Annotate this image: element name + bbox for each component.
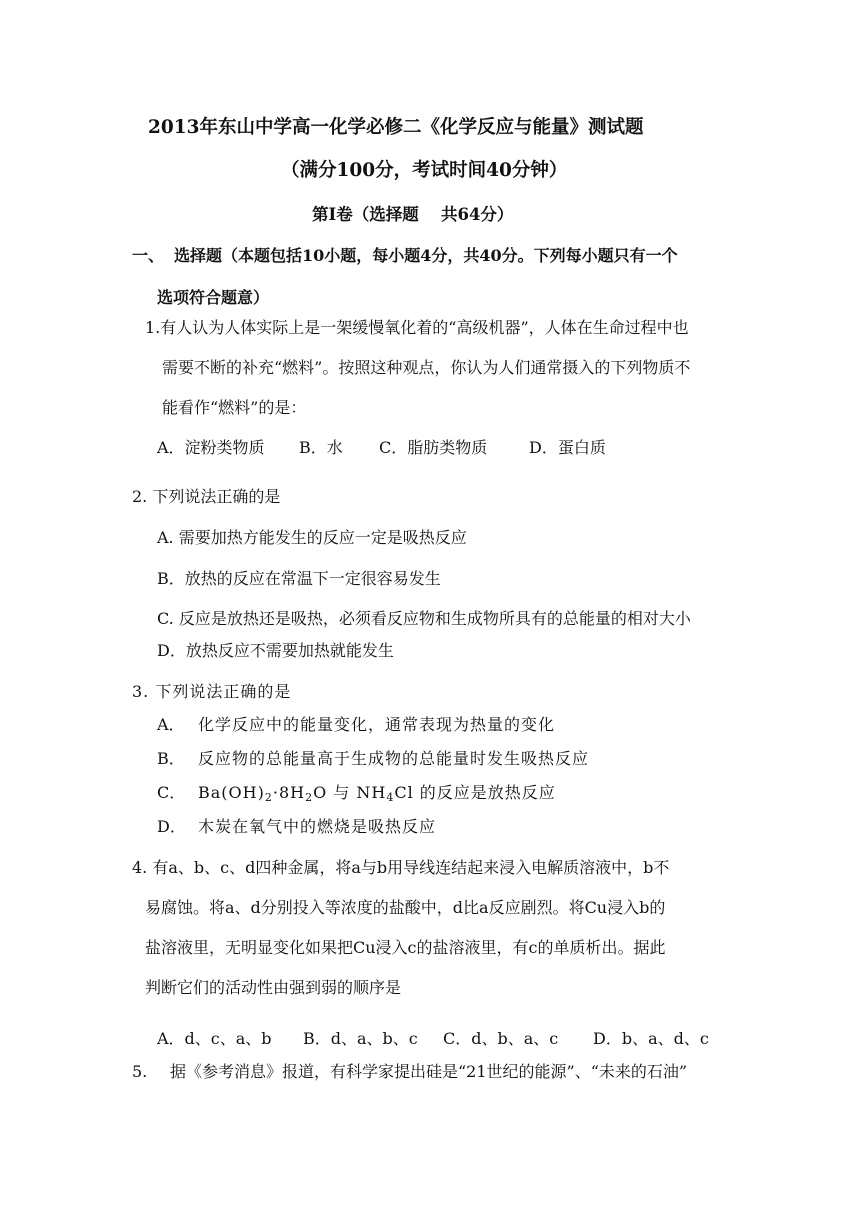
q3-label-d: D．: [157, 817, 186, 836]
q5-line1: 据《参考消息》报道，有科学家提出硅是“21世纪的能源”、“未来的石油”: [170, 1062, 688, 1081]
q4-line3: 盐溶液里，无明显变化如果把Cu浸入c的盐溶液里，有c的单质析出。据此: [145, 938, 666, 957]
q1-option-d: D．蛋白质: [529, 438, 606, 457]
q3-option-b: 反应物的总能量高于生成物的总能量时发生吸热反应: [198, 749, 590, 768]
q1-option-b: B．水: [299, 438, 343, 457]
section-number: 一、: [132, 246, 165, 265]
q3-option-d: 木炭在氧气中的燃烧是吸热反应: [198, 817, 437, 836]
part-heading: 第Ⅰ卷（选择题 共64分）: [312, 205, 514, 224]
q5-number: 5.: [132, 1062, 148, 1081]
q1-line2: 需要不断的补充“燃料”。按照这种观点，你认为人们通常摄入的下列物质不: [162, 358, 691, 377]
q4-option-c: C．d、b、a、c: [443, 1029, 559, 1048]
exam-title: 2013年东山中学高一化学必修二《化学反应与能量》测试题: [148, 117, 644, 138]
q3-option-c: $Ba(OH)_2\cdot 8H_2O$ 与 $NH_4Cl$ 的反应是放热反应: [198, 783, 556, 804]
exam-subtitle: （满分100分，考试时间40分钟）: [281, 160, 568, 181]
q2-option-a: A. 需要加热方能发生的反应一定是吸热反应: [157, 528, 467, 547]
q1-option-c: C．脂肪类物质: [379, 438, 488, 457]
q2-option-d: D．放热反应不需要加热就能发生: [157, 641, 394, 660]
q4-line2: 易腐蚀。将a、d分别投入等浓度的盐酸中，d比a反应剧烈。将Cu浸入b的: [145, 898, 666, 917]
section-instructions-line1: 选择题（本题包括10小题，每小题4分，共40分。下列每小题只有一个: [174, 246, 678, 265]
q4-line1: 4. 有a、b、c、d四种金属，将a与b用导线连结起来浸入电解质溶液中，b不: [132, 858, 670, 877]
q3-label-c: C．: [157, 783, 186, 802]
q4-option-a: A．d、c、a、b: [157, 1029, 272, 1048]
q2-stem: 2. 下列说法正确的是: [132, 487, 281, 506]
q2-option-c: C. 反应是放热还是吸热，必须看反应物和生成物所具有的总能量的相对大小: [157, 609, 691, 628]
section-instructions-line2: 选项符合题意）: [157, 288, 270, 307]
q4-option-d: D．b、a、d、c: [593, 1029, 709, 1048]
q1-option-a: A．淀粉类物质: [157, 438, 265, 457]
q3-label-b: B．: [157, 749, 185, 768]
q3-label-a: A．: [157, 715, 185, 734]
q4-option-b: B．d、a、b、c: [303, 1029, 418, 1048]
q3-option-a: 化学反应中的能量变化，通常表现为热量的变化: [198, 715, 556, 734]
q1-line3: 能看作“燃料”的是：: [162, 398, 307, 417]
q1-line1: 1.有人认为人体实际上是一架缓慢氧化着的“高级机器”，人体在生命过程中也: [145, 318, 689, 337]
q3-stem: 3. 下列说法正确的是: [132, 682, 292, 701]
q2-option-b: B．放热的反应在常温下一定很容易发生: [157, 569, 441, 588]
q4-line4: 判断它们的活动性由强到弱的顺序是: [145, 978, 402, 997]
